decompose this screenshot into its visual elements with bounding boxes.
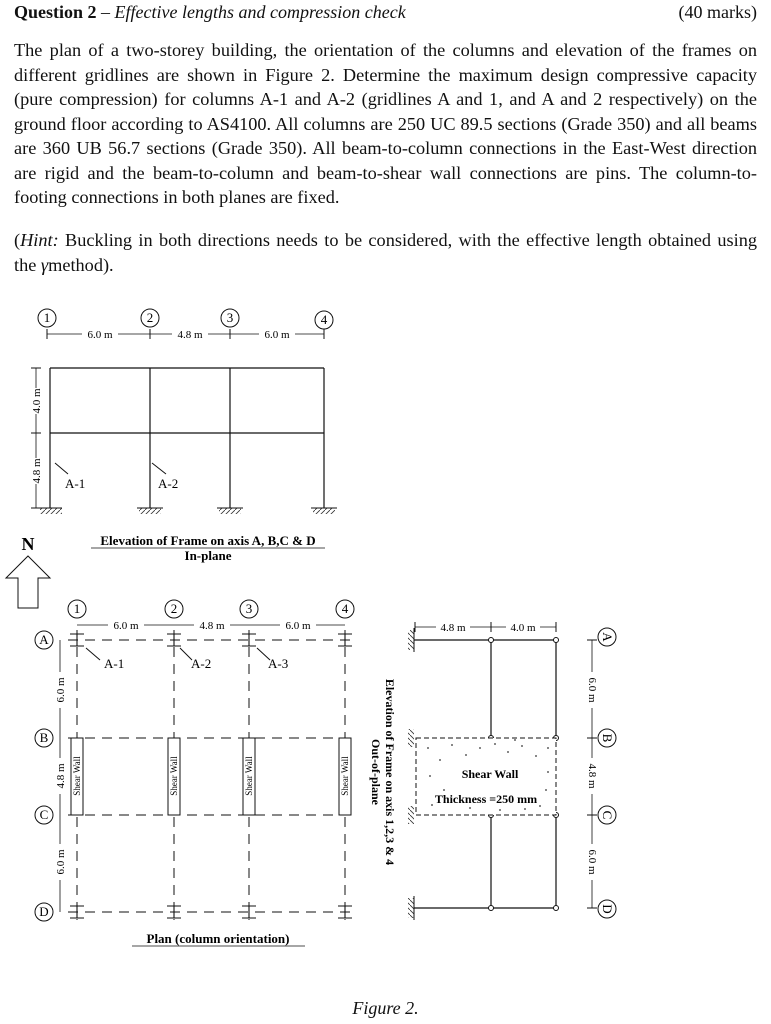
- plan-shear-wall: [339, 738, 351, 815]
- fixed-support: [139, 508, 161, 514]
- question-paragraph: The plan of a two-storey building, the orientation of the columns and elevation of the frames on different gridlines are shown in Figure 2. Determine the maximum design compressive capacity (pure compression) for columns A-1 and A-2 (gridlines A and 1, and A and 2 respectively) on the ground floor according to AS4100. All columns are 250 UC 89.5 sections (Grade 350) and all beams are 360 UB 56.7 sections (Grade 350). All beam-to-column connections in the East-West direction are rigid and the beam-to-column and beam-to-shear wall connections are pins. The column-to-footing connections in both planes are fixed.: [14, 40, 757, 207]
- hint-label: Hint:: [20, 230, 59, 250]
- plan-view: [35, 600, 354, 946]
- grid-bubble-4: [315, 311, 333, 329]
- span-label: 6.0 m: [87, 329, 113, 341]
- plan-shear-wall: [71, 738, 83, 815]
- plan-shear-wall: [168, 738, 180, 815]
- svg-text:3: 3: [226, 310, 234, 325]
- grid-bubble-2: [165, 600, 183, 618]
- shear-wall-thickness: Thickness =250 mm: [434, 792, 538, 806]
- svg-text:4: 4: [341, 601, 349, 616]
- plan-grid: [68, 630, 350, 920]
- grid-bubble-1: [68, 600, 86, 618]
- question-title: Effective lengths and compression check: [114, 2, 406, 22]
- grid-bubble-b: [598, 729, 616, 747]
- column-label-a1: A-1: [104, 656, 125, 671]
- north-arrow: [6, 534, 50, 608]
- span-label: 6.0 m: [264, 329, 290, 341]
- elevation-inplane-title: Elevation of Frame on axis A, B,C & D: [100, 533, 316, 548]
- height-label: 4.0 m: [31, 388, 43, 414]
- elevation-outplane-title: Elevation of Frame on axis 1,2,3 & 4: [383, 678, 397, 866]
- svg-text:3: 3: [245, 601, 253, 616]
- grid-bubble-a: [35, 631, 53, 649]
- svg-text:1: 1: [73, 601, 81, 616]
- grid-bubble-b: [35, 729, 53, 747]
- question-heading: Question 2 – Effective lengths and compression check: [14, 2, 406, 22]
- svg-text:Shear Wall: Shear Wall: [340, 756, 350, 796]
- shear-wall-label: Shear Wall: [461, 767, 519, 781]
- svg-text:Shear Wall: Shear Wall: [72, 756, 82, 796]
- question-label: Question 2: [14, 2, 97, 22]
- hint-open: (: [14, 230, 21, 250]
- column-label-a1: A-1: [65, 476, 86, 491]
- marks-label: (40 marks): [678, 2, 757, 22]
- span-label: 6.0 m: [586, 677, 598, 703]
- grid-bubble-2: [141, 309, 159, 327]
- plan-title: Plan (column orientation): [146, 931, 290, 946]
- hint-end: method).: [48, 254, 114, 275]
- frame-lines: [50, 368, 324, 508]
- span-label: 6.0 m: [55, 849, 67, 875]
- svg-text:4: 4: [320, 312, 328, 327]
- span-label: 6.0 m: [285, 620, 311, 632]
- svg-text:Shear Wall: Shear Wall: [169, 756, 179, 796]
- grid-bubble-d: [35, 903, 53, 921]
- svg-text:2: 2: [146, 310, 154, 325]
- column-label-a2: A-2: [158, 476, 179, 491]
- span-label: 4.8 m: [586, 763, 598, 789]
- elevation-inplane-subtitle: In-plane: [184, 548, 232, 563]
- fixed-support: [313, 508, 335, 514]
- grid-bubble-3: [221, 309, 239, 327]
- height-label: 4.0 m: [510, 622, 536, 634]
- span-label: 6.0 m: [586, 849, 598, 875]
- elevation-outplane: [369, 621, 616, 920]
- column-label-a3: A-3: [268, 656, 289, 671]
- height-label: 4.8 m: [31, 458, 43, 484]
- grid-bubble-d: [598, 900, 616, 918]
- span-label: 6.0 m: [55, 677, 67, 703]
- gamma-symbol: γ: [40, 254, 49, 275]
- svg-text:Shear Wall: Shear Wall: [244, 756, 254, 796]
- grid-bubble-c: [35, 806, 53, 824]
- grid-bubble-4: [336, 600, 354, 618]
- span-label: 6.0 m: [113, 620, 139, 632]
- elevation-outplane-subtitle: Out-of-plane: [369, 739, 383, 805]
- fixed-support: [40, 508, 62, 514]
- plan-shear-wall: [243, 738, 255, 815]
- figure-caption: Figure 2.: [352, 998, 419, 1018]
- svg-text:2: 2: [170, 601, 178, 616]
- svg-text:D: D: [600, 904, 615, 914]
- svg-text:A: A: [600, 632, 615, 642]
- plan-columns: [70, 634, 352, 918]
- fixed-support: [219, 508, 241, 514]
- elevation-inplane: [30, 309, 337, 563]
- grid-bubble-c: [598, 806, 616, 824]
- svg-text:C: C: [39, 807, 49, 822]
- grid-bubble-3: [240, 600, 258, 618]
- svg-text:D: D: [39, 904, 49, 919]
- column-label-a2: A-2: [191, 656, 212, 671]
- height-label: 4.8 m: [440, 622, 466, 634]
- span-label: 4.8 m: [199, 620, 225, 632]
- svg-text:B: B: [600, 733, 615, 743]
- svg-text:N: N: [21, 534, 35, 554]
- span-label: 4.8 m: [177, 329, 203, 341]
- svg-text:C: C: [600, 810, 615, 820]
- svg-text:B: B: [39, 730, 49, 745]
- grid-bubble-1: [38, 309, 56, 327]
- svg-text:1: 1: [43, 310, 51, 325]
- grid-bubble-a: [598, 628, 616, 646]
- hint-text: Buckling in both directions needs to be considered, with the effective length obtained using the: [14, 230, 757, 275]
- span-label: 4.8 m: [55, 763, 67, 789]
- svg-text:A: A: [39, 632, 49, 647]
